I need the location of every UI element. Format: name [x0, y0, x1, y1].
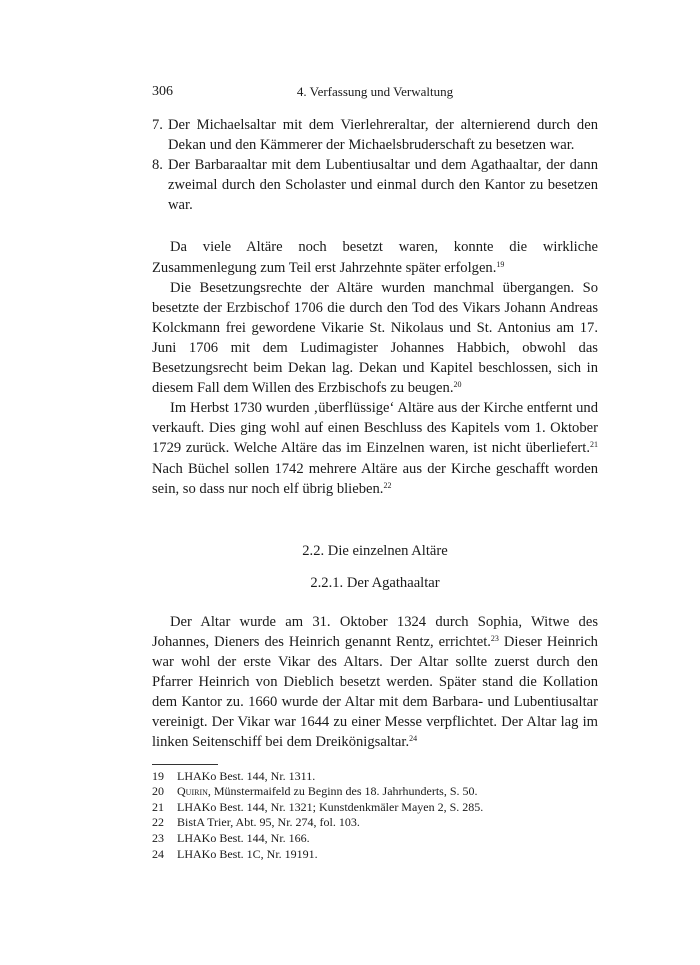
footnote — [152, 831, 598, 847]
footnote-marker[interactable]: 19 — [496, 259, 505, 269]
list-item-text: Der Michaelsaltar mit dem Vierlehreraltar, der alternierend durch den Dekan und den Kämmerer der Michaelsbruderschaft zu besetzen war. — [168, 117, 598, 154]
page-body — [152, 115, 598, 862]
body-paragraph — [152, 398, 598, 498]
footnote-divider — [152, 764, 218, 765]
footnote-text: LHAKo Best. 1C, Nr. 19191. — [177, 846, 318, 861]
footnote — [152, 784, 598, 800]
footnotes — [152, 769, 598, 863]
footnote-marker[interactable]: 24 — [409, 734, 418, 744]
footnote-number: 20 — [152, 784, 164, 799]
paragraph-text: Im Herbst 1730 wurden ‚überflüssige‘ Altäre aus der Kirche entfernt und verkauft. Dies ging wohl auf einen Beschluss des Kapitels vom 1. Oktober 1729 zurück. Welche Altäre das im Einzelnen waren, ist nicht überliefert. — [152, 400, 598, 457]
list-item — [152, 155, 598, 215]
footnote-number: 23 — [152, 830, 164, 845]
footnote-number: 24 — [152, 846, 164, 861]
footnote — [152, 769, 598, 785]
footnote-marker[interactable]: 20 — [453, 380, 462, 390]
page-header — [152, 84, 598, 102]
spacer — [152, 215, 598, 237]
paragraph-text: Dieser Heinrich war wohl der erste Vikar des Altars. Der Altar sollte zuerst durch den Pfarrer Heinrich von Dieblich besetzt werden. Später stand die Kollation dem Kantor zu. 1660 wurde der Altar mit dem Barbara- und Lubentiusaltar vereinigt. Der Vikar war 1644 zu einer Messe verpflichtet. Der Altar lag im linken Seitenschiff bei dem Dreikönigsaltar. — [152, 633, 598, 751]
footnote-number: 21 — [152, 799, 164, 814]
body-paragraph — [152, 612, 598, 753]
paragraph-text: Nach Büchel sollen 1742 mehrere Altäre aus der Kirche geschafft worden sein, so dass nur noch elf übrig blieben. — [152, 460, 598, 497]
section-heading: 2.2. Die einzelnen Altäre — [302, 542, 448, 559]
list-item-number: 7. — [152, 117, 163, 133]
footnote — [152, 815, 598, 831]
footnote-text: , Münstermaifeld zu Beginn des 18. Jahrhunderts, S. 50. — [207, 784, 478, 799]
footnote — [152, 847, 598, 863]
body-paragraph — [152, 278, 598, 399]
footnote-text: LHAKo Best. 144, Nr. 166. — [177, 830, 310, 845]
paragraph-text: Der Altar wurde am 31. Oktober 1324 durch Sophia, Witwe des Johannes, Dieners des Heinrich genannt Rentz, errichtet. — [152, 613, 598, 650]
page-number: 306 — [152, 84, 173, 99]
footnote-marker[interactable]: 23 — [490, 633, 499, 643]
paragraph-text: Da viele Altäre noch besetzt waren, konnte die wirkliche Zusammenlegung zum Teil erst Jahrzehnte später erfolgen. — [152, 239, 598, 276]
footnote-text: LHAKo Best. 144, Nr. 1321; Kunstdenkmäler Mayen 2, S. 285. — [177, 799, 484, 814]
list-item — [152, 115, 598, 155]
running-head: 4. Verfassung und Verwaltung — [296, 84, 454, 99]
paragraph-text: Die Besetzungsrechte der Altäre wurden manchmal übergangen. So besetzte der Erzbischof 1706 die durch den Tod des Vikars Johann Andreas Kolckmann frei gewordene Vikarie St. Nikolaus und St. Antonius am 17. Juni 1706 mit dem Ludimagister Johannes Habbich, obwohl das Besetzungsrecht beim Dekan lag. Dekan und Kapitel beschlossen, sich in diesem Fall dem Willen des Erzbischofs zu beugen. — [152, 279, 598, 397]
footnote-number: 19 — [152, 768, 164, 783]
spacer — [152, 499, 598, 541]
list-item-number: 8. — [152, 157, 163, 174]
footnote-marker[interactable]: 22 — [383, 480, 392, 490]
list-item-text: Der Barbaraaltar mit dem Lubentiusaltar und dem Agathaaltar, der dann zweimal durch den Scholaster und einmal durch den Kantor zu besetzen war. — [168, 157, 598, 214]
subsection-heading: 2.2.1. Der Agathaaltar — [310, 574, 440, 591]
footnote — [152, 800, 598, 816]
footnote-marker[interactable]: 21 — [590, 440, 598, 450]
body-paragraph — [152, 237, 598, 277]
footnote-text: BistA Trier, Abt. 95, Nr. 274, fol. 103. — [177, 815, 360, 830]
footnote-text: LHAKo Best. 144, Nr. 1311. — [177, 768, 316, 783]
footnote-number: 22 — [152, 815, 164, 830]
footnote-author: Quirin — [177, 784, 208, 799]
